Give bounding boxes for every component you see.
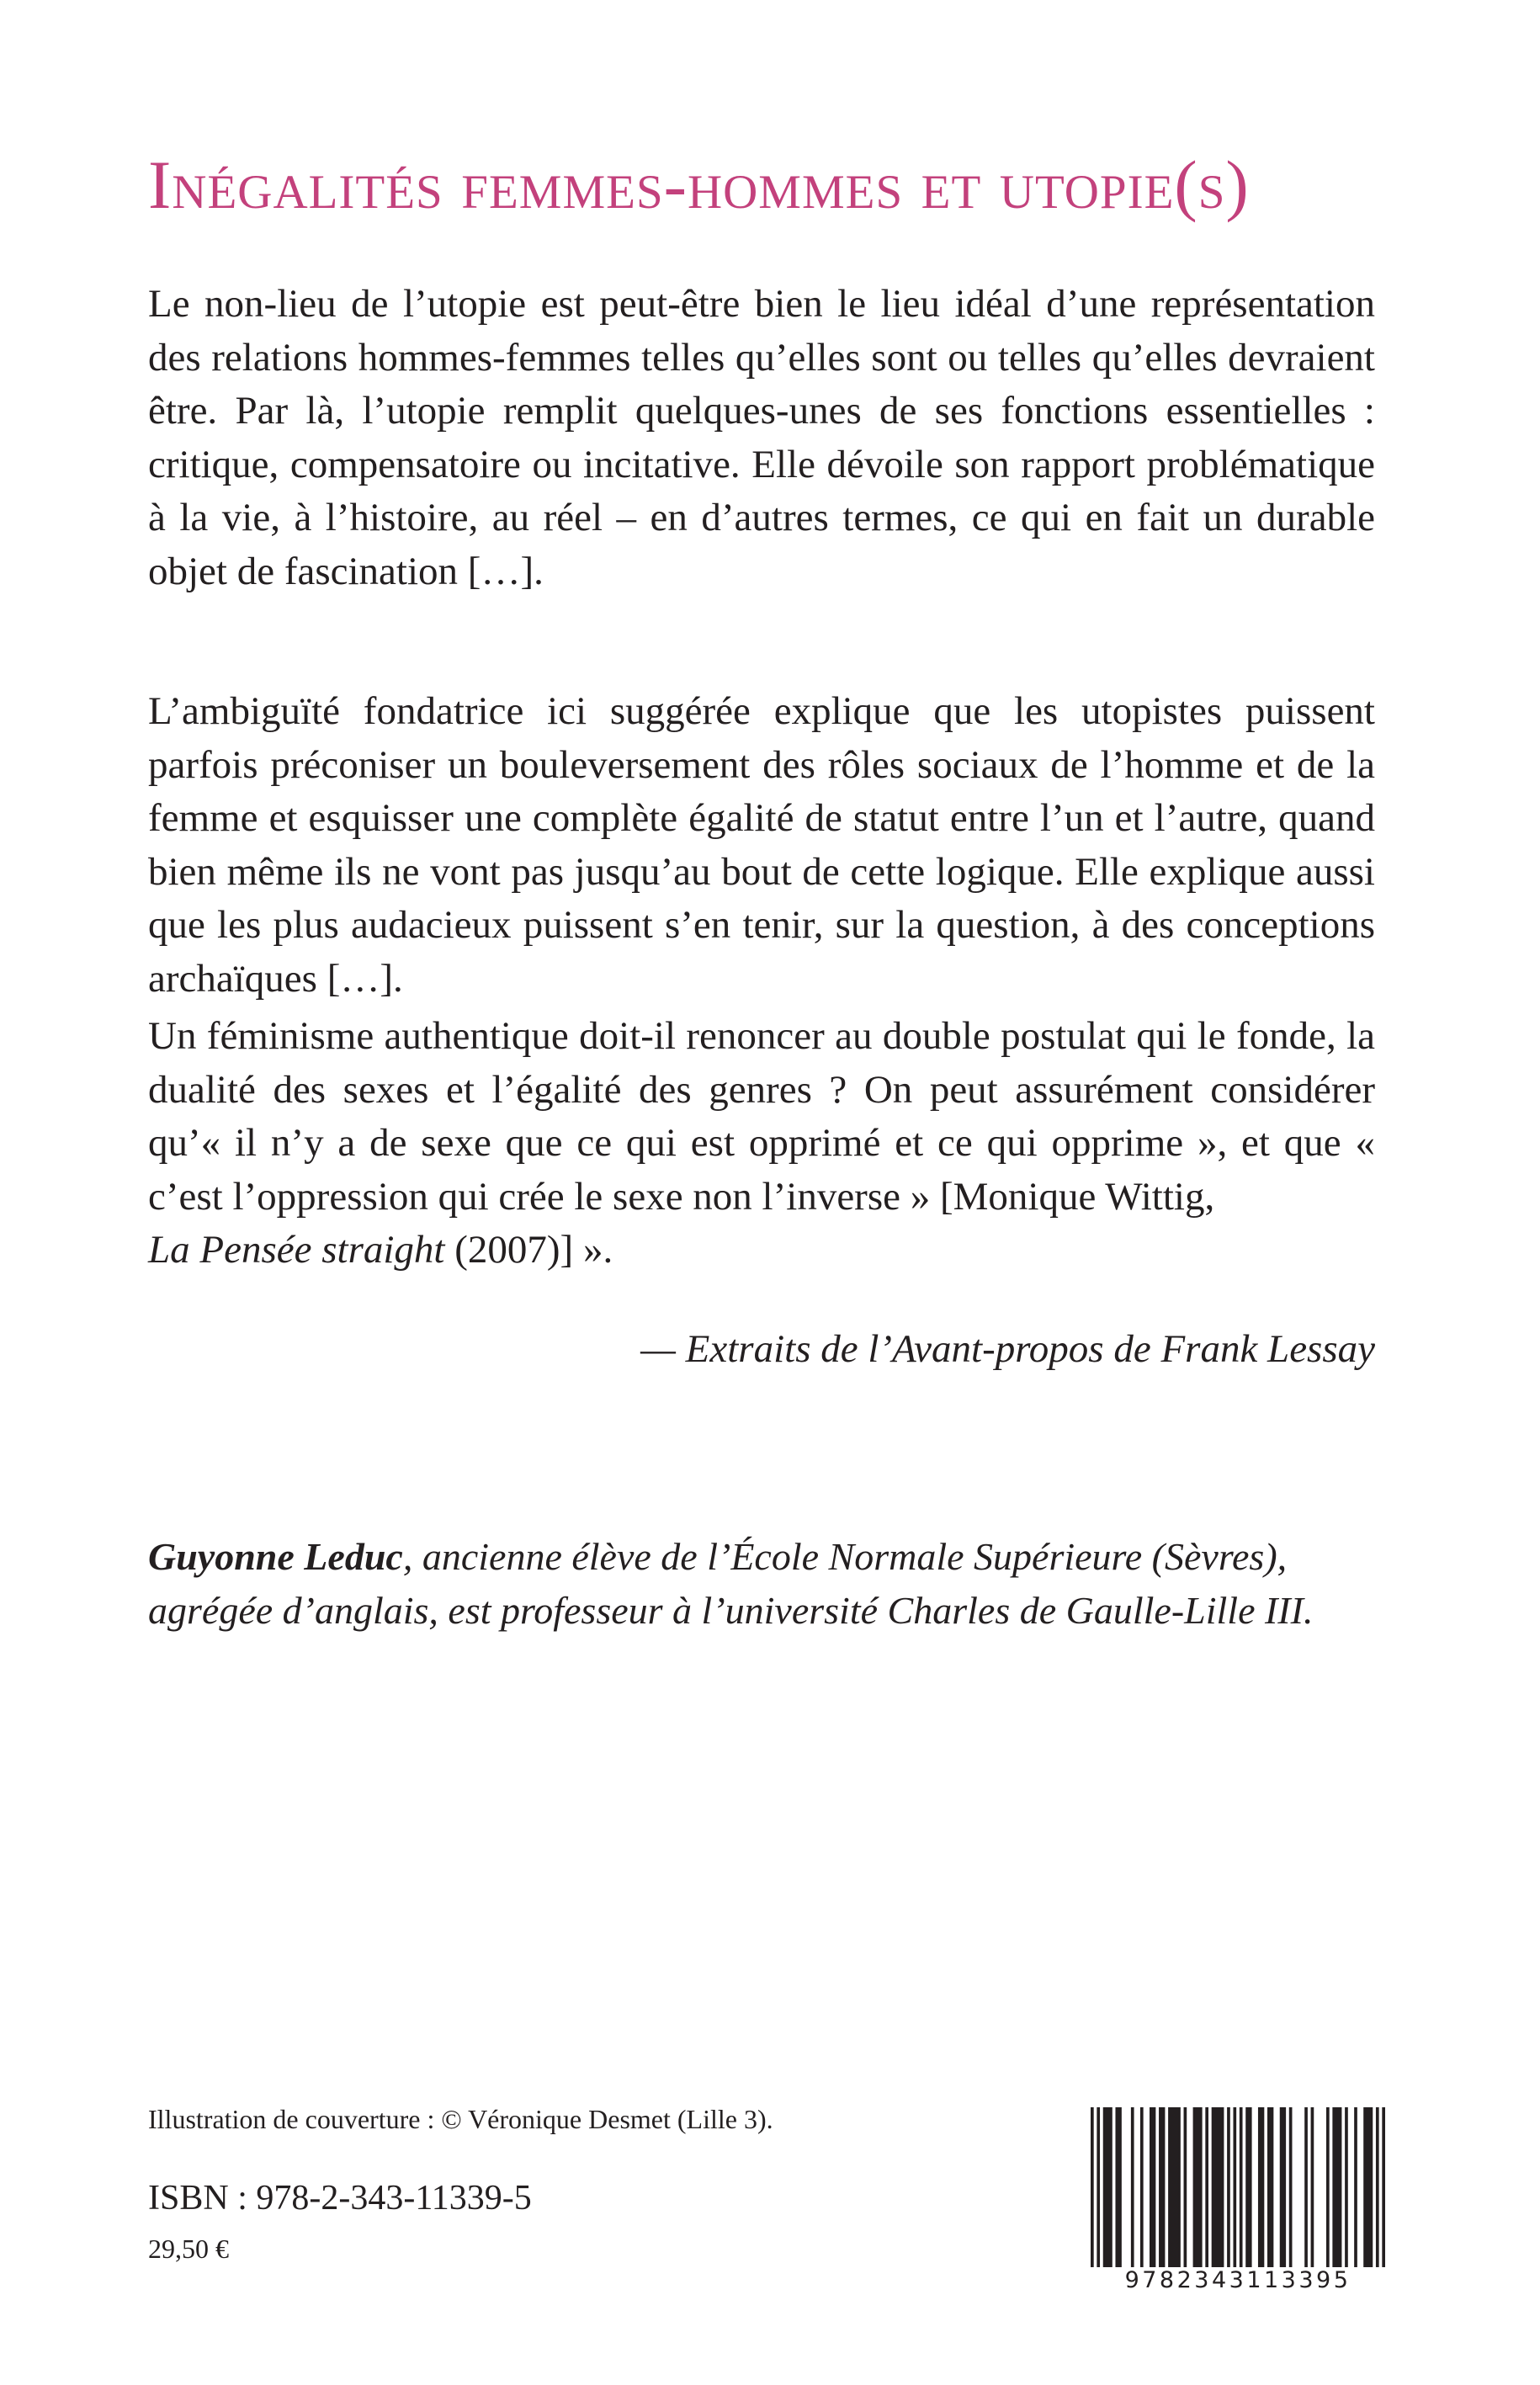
- barcode-bar-1: [1097, 2107, 1100, 2267]
- barcode-bar-9: [1184, 2107, 1187, 2267]
- barcode-bar-8: [1168, 2107, 1181, 2267]
- barcode-bar-0: [1091, 2107, 1094, 2267]
- excerpt-paragraph-2: L’ambiguïté fondatrice ici suggérée explique que les utopistes puissent parfois préconiser un bouleversement des rôles sociaux de l’homme et de la femme et esquisser une complète égalité de statut entre l’un et l’autre, quand bien même ils ne vont pas jusqu’au bout de cette logique. Elle explique aussi que les plus audacieux puissent s’en tenir, sur la question, à des conceptions archaïques […].: [148, 689, 1375, 1001]
- barcode-bars: [1091, 2107, 1385, 2267]
- barcode-bar-12: [1212, 2107, 1224, 2267]
- excerpt-attribution: — Extraits de l’Avant-propos de Frank Lessay: [640, 1327, 1375, 1371]
- barcode-bar-22: [1311, 2107, 1314, 2267]
- author-name: Guyonne Leduc: [148, 1535, 403, 1578]
- cover-illustration-credit: Illustration de couverture : © Véronique Desmet (Lille 3).: [148, 2104, 773, 2134]
- barcode-bar-4: [1131, 2107, 1134, 2267]
- barcode-bar-20: [1289, 2107, 1293, 2267]
- barcode-bar-2: [1103, 2107, 1113, 2267]
- barcode-bar-19: [1280, 2107, 1286, 2267]
- barcode: [1091, 2107, 1385, 2267]
- isbn: ISBN : 978-2-343-11339-5: [148, 2179, 532, 2218]
- barcode-bar-17: [1258, 2107, 1264, 2267]
- barcode-bar-5: [1140, 2107, 1144, 2267]
- barcode-bar-11: [1205, 2107, 1208, 2267]
- barcode-bar-13: [1227, 2107, 1230, 2267]
- barcode-bar-3: [1115, 2107, 1121, 2267]
- excerpt-paragraph-1: Le non-lieu de l’utopie est peut-être bien le lieu idéal d’une représentation des relations hommes-femmes telles qu’elles sont ou telles qu’elles devraient être. Par là, l’utopie remplit quelques-unes de ses fonctions essentielles : critique, compensatoire ou incitative. Elle dévoile son rapport problématique à la vie, à l’histoire, au réel – en d’autres termes, ce qui en fait un durable objet de fascination […].: [148, 282, 1375, 593]
- barcode-bar-21: [1304, 2107, 1308, 2267]
- barcode-bar-29: [1382, 2107, 1385, 2267]
- cited-book-title: La Pensée straight: [148, 1228, 445, 1272]
- barcode-bar-14: [1233, 2107, 1236, 2267]
- barcode-bar-24: [1332, 2107, 1341, 2267]
- barcode-bar-27: [1363, 2107, 1373, 2267]
- barcode-bar-28: [1376, 2107, 1379, 2267]
- barcode-bar-23: [1326, 2107, 1330, 2267]
- barcode-bar-6: [1150, 2107, 1155, 2267]
- author-bio-text: , ancienne élève de l’École Normale Supérieure (Sèvres), agrégée d’anglais, est professeur à l’université Charles de Gaulle-Lille III.: [148, 1535, 1314, 1632]
- author-bio: [148, 1530, 1377, 1637]
- barcode-bar-25: [1345, 2107, 1348, 2267]
- price: 29,50 €: [148, 2234, 229, 2264]
- barcode-bar-7: [1159, 2107, 1165, 2267]
- paragraph-3-text-after: (2007)] ».: [454, 1228, 613, 1272]
- barcode-bar-18: [1267, 2107, 1273, 2267]
- excerpt-paragraph-3: [148, 1010, 1375, 1277]
- barcode-bar-15: [1240, 2107, 1243, 2267]
- barcode-bar-16: [1245, 2107, 1251, 2267]
- book-title: Inégalités femmes-hommes et utopie(s): [148, 146, 1250, 223]
- paragraph-3-text-before: Un féminisme authentique doit-il renoncer au double postulat qui le fonde, la dualité des sexes et l’égalité des genres ? On peut assurément considérer qu’« il n’y a de sexe que ce qui est opprimé et ce qui opprime », et que « c’est l’oppression qui crée le sexe non l’inverse » [Monique Wittig,: [148, 1014, 1375, 1219]
- barcode-digits: 9782343113395: [1124, 2267, 1351, 2293]
- barcode-bar-10: [1193, 2107, 1203, 2267]
- barcode-bar-26: [1354, 2107, 1357, 2267]
